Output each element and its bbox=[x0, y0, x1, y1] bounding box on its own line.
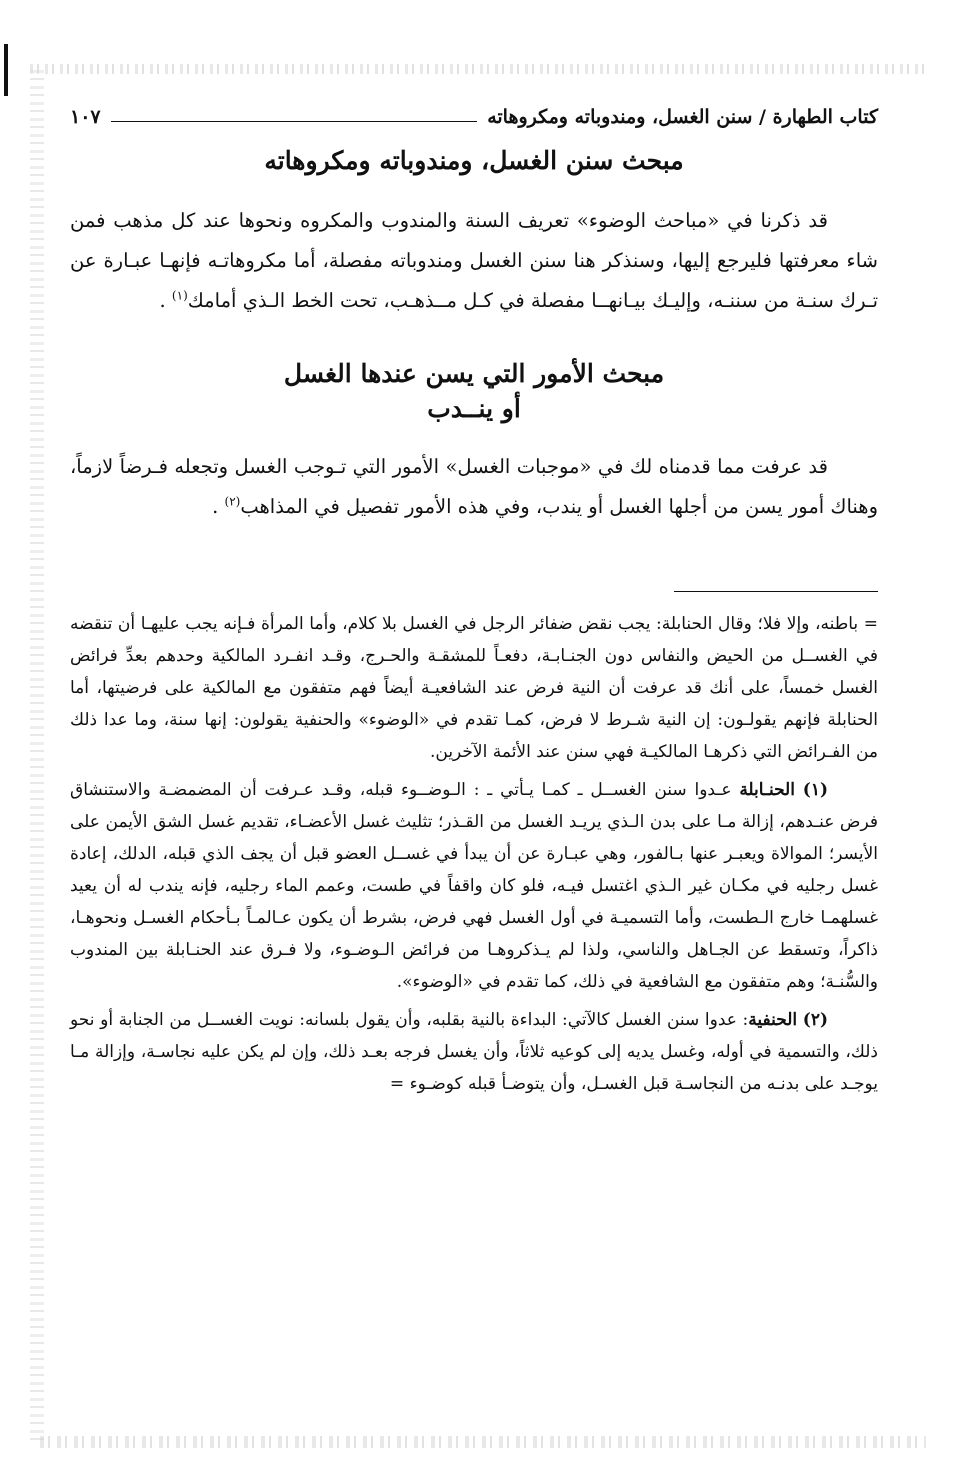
page-number: ١٠٧ bbox=[70, 106, 101, 128]
footnote-text: عـدوا سنن الغســل ـ كمـا يـأتي ـ : الـوضــوء قبله، وقـد عـرفت أن المضمضـة والاستنشاق فرض عنـدهم، إزالة مـا على بدن الـذي يريـد الغسل من القـذر؛ تثليث غسل الأعضـاء، تقديم غسل الشق الأيمن على الأيسر؛ الموالاة ويعبـر عنها بـالفور، وهي عبـارة عن أن يبدأ في غســل العضو قبل أن يجف الذي قبله، الدلك، إعادة غسل رجليه في مكـان غير الـذي اغتسل فيـه، فلو كان واقفاً في طست، وعمم الماء رجليه، فإنه يندب له أن يعيد غسلهمـا خارج الـطست، وأما التسميـة في أول الغسل فهي فرض، بشرط أن يكون عـالمـاً بـأحكام الغسـل ونحوهـا، ذاكراً، وتسقط عن الجـاهل والناسي، ولذا لم يـذكروهـا من فرائض الـوضـوء، ولا فـرق عند الحنـابلة بين المندوب والسُّنـة؛ وهم متفقون مع الشافعية في ذلك، كما تقدم في «الوضوء». bbox=[70, 780, 878, 992]
section-paragraph-sunan bbox=[70, 201, 878, 321]
section-heading-umur-line2: أو ينــدب bbox=[427, 394, 521, 423]
footnote-number: (١) bbox=[802, 780, 829, 800]
footnote-separator bbox=[674, 591, 878, 592]
footnote-number: (٢) bbox=[802, 1010, 829, 1030]
scan-edge-bottom bbox=[40, 1436, 926, 1448]
section-heading-umur: مبحث الأمور التي يسن عندها الغسل bbox=[283, 359, 665, 388]
footnote-text: : عدوا سنن الغسل كالآتي: البداءة بالنية بقلبه، وأن يقول بلسانه: نويت الغســل من الجنابة أو نحو ذلك، والتسمية في أوله، وغسل يديه إلى كوعيه ثلاثاً، وأن يغسل فرجه بعـد ذلك، وإن لم يكن عليه نجاسـة، وإزالة مـا يوجـد على بدنـه من النجاسـة قبل الغسـل، وأن يتوضـأ قبله كوضـوء = bbox=[70, 1010, 878, 1094]
footnote-continuation: = باطنه، وإلا فلا؛ وقال الحنابلة: يجب نقض ضفائر الرجل في الغسل بلا كلام، وأما المرأة فـإنه يجب عليهـا أن تنقضه في الغســل من الحيض والنفاس دون الجنـابـة، دفعـاً للمشقـة والحـرج، وقـد انفـرد المالكية وحدهم بعدِّ فرائض الغسل خمساً، على أنك قد عرفت أن النية فرض عند الشافعيـة أيضاً فهم متفقون مع المالكية على فرضيتها، أما الحنابلة فإنهم يقولـون: إن النية شـرط لا فرض، كمـا تقدم في «الوضوء» والحنفية يقولون: إنها سنة، وما عدا ذلك من الفـرائض التي ذكرهـا المالكيـة فهي سنن عند الأئمة الآخرين. bbox=[70, 614, 878, 762]
scan-edge-left bbox=[30, 70, 44, 1440]
running-header-title: كتاب الطهارة / سنن الغسل، ومندوباته ومكروهاته bbox=[487, 106, 878, 128]
paragraph-text: قد ذكرنا في «مباحث الوضوء» تعريف السنة والمندوب والمكروه ونحوها عند كل مذهب فمن شاء معرفتها فليرجع إليها، وسنذكر هنا سنن الغسل ومندوباته مفصلة، أما مكروهاتـه فإنهـا عبـارة عن تـرك سنـة من سننـه، وإليـك بيـانهــا مفصلة في كـل مــذهـب، تحت الخط الـذي أمامك bbox=[70, 209, 878, 312]
paragraph-end: . bbox=[212, 495, 219, 518]
footnote-2 bbox=[70, 1004, 878, 1100]
section-heading-sunan: مبحث سنن الغسل، ومندوباته ومكروهاته bbox=[264, 146, 684, 175]
footnote-school: الحنـابلة bbox=[739, 780, 795, 800]
paragraph-end: . bbox=[159, 289, 166, 312]
scan-edge-top bbox=[30, 64, 926, 74]
footnote-ref-2: (٢) bbox=[224, 494, 241, 509]
page-edge-mark bbox=[4, 44, 8, 96]
footnote-ref-1: (١) bbox=[171, 288, 188, 303]
footnote-school: الحنفية bbox=[748, 1010, 798, 1030]
footnote-1 bbox=[70, 774, 878, 998]
running-header-rule bbox=[111, 121, 478, 122]
book-page bbox=[70, 100, 878, 1106]
paragraph-text: قد عرفت مما قدمناه لك في «موجبات الغسل» الأمور التي تـوجب الغسل وتجعله فـرضاً لازماً، وهناك أمور يسن من أجلها الغسل أو يندب، وفي هذه الأمور تفصيل في المذاهب bbox=[70, 455, 878, 518]
running-header bbox=[70, 100, 878, 134]
section-paragraph-umur bbox=[70, 447, 878, 527]
